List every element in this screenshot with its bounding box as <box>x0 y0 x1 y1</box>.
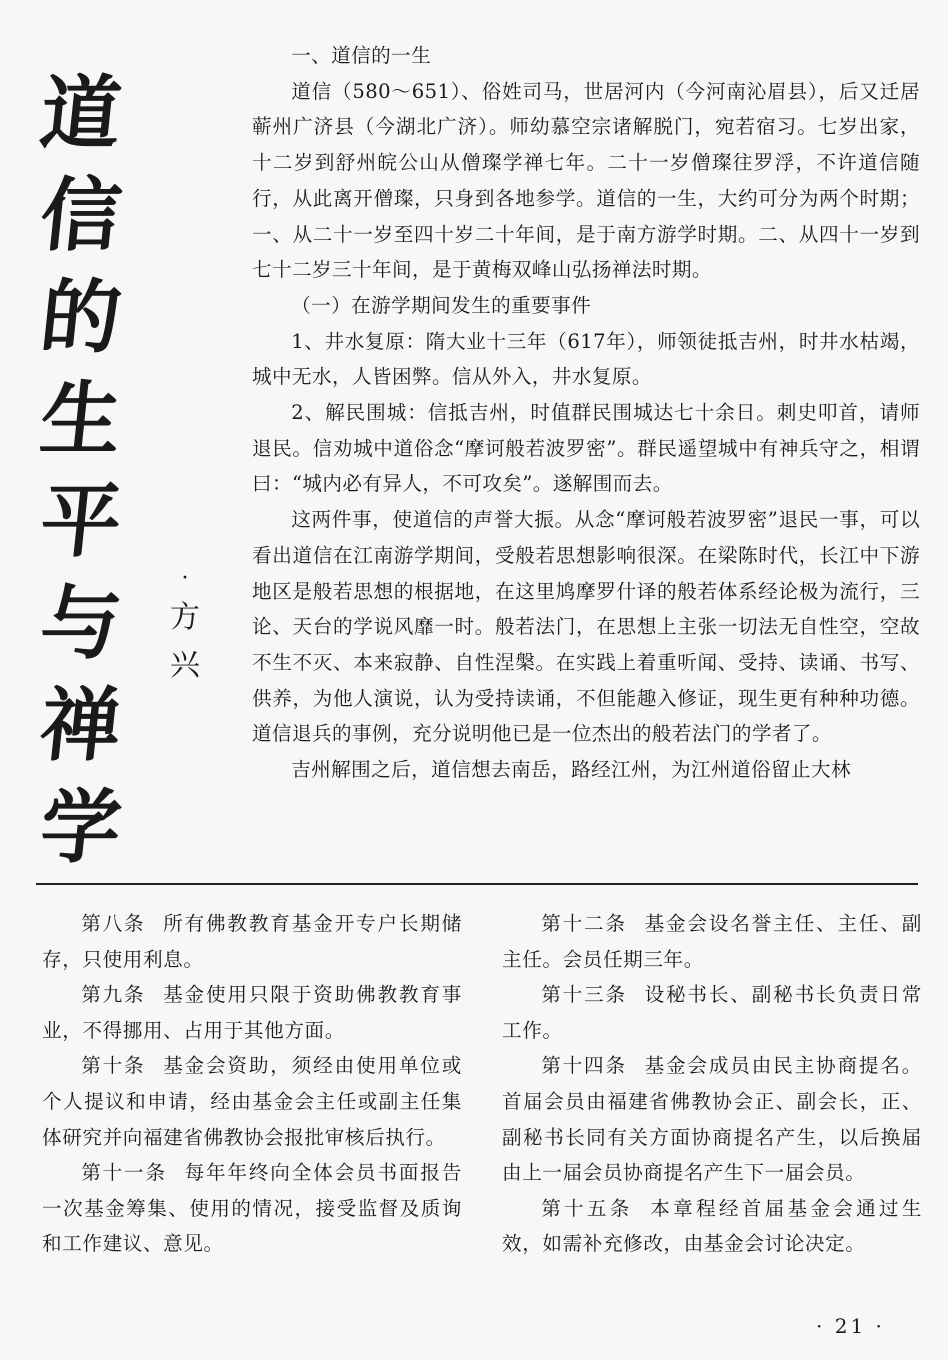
article-text: 所有佛教教育基金开专户长期储存，只使用利息。 <box>42 912 462 971</box>
author-char: 方 <box>170 600 200 635</box>
article-number: 第十二条 <box>541 912 627 935</box>
article-text: 每年年终向全体会员书面报告一次基金筹集、使用的情况，接受监督及质询和工作建议、意见。 <box>42 1161 462 1256</box>
article-paragraph: 这两件事，使道信的声誉大振。从念“摩诃般若波罗密”退民一事，可以看出道信在江南游学期间，受般若思想影响很深。在梁陈时代，长江中下游地区是般若思想的根据地，在这里鸠摩罗什译的般若体系经论极为流行，三论、天台的学说风靡一时。般若法门，在思想上主张一切法无自性空，空故不生不灭、本来寂静、自性涅槃。在实践上着重听闻、受持、读诵、书写、供养，为他人演说，认为受持读诵，不但能趣入修证，现生更有种种功德。道信退兵的事例，充分说明他已是一位杰出的般若法门的学者了。 <box>252 508 920 746</box>
article-text: 基金会成员由民主协商提名。首届会员由福建省佛教协会正、副会长，正、副秘书长同有关方面协商提名产生，以后换届由上一届会员协商提名产生下一届会员。 <box>502 1054 922 1185</box>
article-text: 设秘书长、副秘书长负责日常工作。 <box>502 983 922 1042</box>
regulation-article <box>502 977 922 1048</box>
article-paragraph: 吉州解围之后，道信想去南岳，路经江州，为江州道俗留止大林 <box>291 758 852 782</box>
author-dot: · <box>181 566 189 591</box>
author-byline <box>160 568 210 690</box>
author-name <box>170 594 200 690</box>
article-text: 基金会资助，须经由使用单位或个人提议和申请，经由基金会主任或副主任集体研究并向福建省佛教协会报批审核后执行。 <box>42 1054 462 1149</box>
article-body <box>252 38 920 788</box>
calligraphy-title <box>26 62 136 878</box>
section-divider <box>36 883 918 885</box>
regulations-right-column <box>502 906 922 1262</box>
article-number: 第十三条 <box>541 983 627 1007</box>
article-paragraph: 道信（580～651）、俗姓司马，世居河内（今河南沁眉县），后又迁居蕲州广济县（今湖北广济）。师幼慕空宗诸解脱门，宛若宿习。七岁出家，十二岁到舒州皖公山从僧璨学禅七年。二十一岁僧璨往罗浮，不许道信随行，从此离开僧璨，只身到各地参学。道信的一生，大约可分为两个时期；一、从二十一岁至四十岁二十年间，是于南方游学时期。二、从四十一岁到七十二岁三十年间，是于黄梅双峰山弘扬禅法时期。 <box>252 79 920 282</box>
regulations-left-column <box>42 906 462 1262</box>
title-char: 信 <box>36 168 126 262</box>
article-number: 第九条 <box>81 983 146 1007</box>
article-paragraph: 2、解民围城：信抵吉州，时值群民围城达七十余日。刺史叩首，请师退民。信劝城中道俗念“摩诃般若波罗密”。群民遥望城中有神兵守之，相谓曰：“城内必有异人，不可攻矣”。遂解围而去。 <box>252 401 920 496</box>
title-char: 平 <box>36 474 126 568</box>
article-text: 本章程经首届基金会通过生效，如需补充修改，由基金会讨论决定。 <box>502 1196 922 1256</box>
regulation-article <box>502 1048 922 1190</box>
page-number: · 21 · <box>816 1314 885 1338</box>
regulation-article <box>502 906 922 977</box>
article-number: 第八条 <box>81 912 146 935</box>
title-char: 生 <box>36 372 126 466</box>
article-number: 第十五条 <box>541 1196 633 1220</box>
author-char: 兴 <box>170 648 200 683</box>
title-char: 禅 <box>36 678 126 772</box>
title-char: 的 <box>36 270 126 364</box>
regulation-article <box>502 1191 922 1262</box>
article-number: 第十四条 <box>541 1054 627 1078</box>
article-text: 基金会设名誉主任、主任、副主任。会员任期三年。 <box>502 912 922 971</box>
regulation-article <box>42 1155 462 1262</box>
regulation-article <box>42 977 462 1048</box>
title-char: 与 <box>36 576 126 670</box>
title-char: 学 <box>36 780 126 874</box>
article-text: 基金使用只限于资助佛教教育事业，不得挪用、占用于其他方面。 <box>42 983 462 1042</box>
title-char: 道 <box>36 66 126 160</box>
subsection-heading: （一）在游学期间发生的重要事件 <box>291 293 592 317</box>
article-number: 第十条 <box>81 1054 146 1078</box>
regulation-article <box>42 906 462 977</box>
article-paragraph: 1、井水复原：隋大业十三年（617年），师领徒抵吉州，时井水枯竭，城中无水，人皆困弊。信从外入，井水复原。 <box>252 329 920 389</box>
regulation-article <box>42 1048 462 1155</box>
article-number: 第十一条 <box>81 1161 167 1185</box>
section-heading: 一、道信的一生 <box>291 44 432 67</box>
